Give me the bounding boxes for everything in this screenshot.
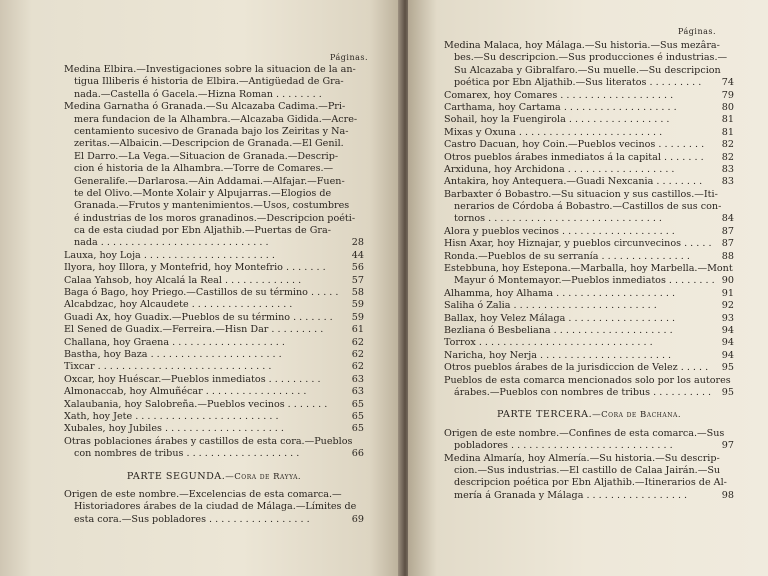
toc-page-number: 98 [721,489,734,501]
toc-line [64,312,364,324]
toc-entry-text: Arxiduna, hoy Archidona . . . . . . . . . . . . . . . . . . [444,163,675,175]
toc-line [444,176,734,188]
toc-page-number: 62 [351,348,364,360]
toc-entry-text: bes.—Su descripcion.—Sus producciones é industrias.— [454,52,728,64]
toc-line [64,200,364,212]
toc-entry-text: Alora y pueblos vecinos . . . . . . . . . . . . . . . . . . . [444,225,675,237]
toc-page-number: 28 [351,237,364,249]
toc-line [444,477,734,489]
toc-line [444,288,734,300]
toc-line [64,213,364,225]
toc-entry-text: Granada.—Frutos y mantenimientos.—Usos, costumbres [74,200,350,212]
toc-entry-text: Xubales, hoy Jubiles . . . . . . . . . . . . . . . . . . . . [64,423,284,435]
toc-line [64,126,364,138]
toc-line [64,324,364,336]
toc-entry-text: pobladores . . . . . . . . . . . . . . . . . . . . . . . . . . . [454,440,673,452]
toc-line [444,490,734,502]
toc-line [444,226,734,238]
toc-page-number: 92 [721,300,734,312]
toc-entry-text: Antakira, hoy Antequera.—Guadi Nexcania . . . . . . . . [444,176,703,188]
toc-line [444,325,734,337]
toc-line [444,238,734,250]
toc-line [444,300,734,312]
toc-entry-text: poética por Ebn Aljathib.—Sus literatos . . . . . . . . . [454,77,702,89]
toc-entry-text: Alcabdzac, hoy Alcaudete . . . . . . . . . . . . . . . . . [64,299,293,311]
toc-line [64,151,364,163]
toc-entry-text: Pueblos de esta comarca mencionados solo por los autores [444,374,731,386]
toc-page-number: 94 [721,349,734,361]
toc-line [444,201,734,213]
toc-line [64,399,364,411]
toc-page-number: 65 [351,423,364,435]
toc-entry-text: Castro Dacuan, hoy Coin.—Pueblos vecinos . . . . . . . . [444,139,705,151]
toc-line [64,225,364,237]
toc-line [444,350,734,362]
toc-entry-text: tigua Illiberis é historia de Elbira.—Antigüedad de Gra- [74,76,344,88]
toc-entry-text: El Sened de Guadix.—Ferreira.—Hisn Dar . . . . . . . . . [64,324,324,336]
toc-line [64,411,364,423]
toc-entry-text: centamiento sucesivo de Granada bajo los Zeiritas y Na- [74,125,349,137]
toc-line [64,349,364,361]
toc-line [444,465,734,477]
toc-page-number: 95 [721,362,734,374]
right-page [408,0,768,576]
toc-entry-text: Tixcar . . . . . . . . . . . . . . . . . . . . . . . . . . . . . [64,361,272,373]
toc-line [64,176,364,188]
toc-entry-text: Baga ó Bago, hoy Priego.—Castillos de su término . . . . . [64,287,339,299]
toc-line [64,436,364,448]
toc-entry-text: Hisn Axar, hoy Hiznajar, y pueblos circunvecinos . . . . . [444,238,712,250]
toc-entry-text: Alhamma, hoy Alhama . . . . . . . . . . . . . . . . . . . . [444,287,676,299]
toc-entry-text: esta cora.—Sus pobladores . . . . . . . . . . . . . . . . . [74,513,310,525]
toc-line [64,163,364,175]
section-part: PARTE TERCERA. [496,409,593,421]
toc-line [444,375,734,387]
toc-page-number: 69 [351,513,364,525]
toc-line [64,138,364,150]
toc-page-number: 88 [721,250,734,262]
toc-page-number: 82 [721,151,734,163]
toc-line [444,440,734,452]
toc-entry-text: Origen de este nombre.—Excelencias de esta comarca.— [64,488,342,500]
toc-entry-text: mera fundacion de la Alhambra.—Alcazaba Gidida.—Acre- [74,113,358,125]
toc-entry-text: nada . . . . . . . . . . . . . . . . . . . . . . . . . . . . [74,237,269,249]
toc-entry-text: descripcion poética por Ebn Aljathib.—Itinerarios de Al- [454,477,727,489]
toc-entry-text: nerarios de Córdoba á Bobastro.—Castillos de sus con- [454,201,722,213]
toc-page-number: 94 [721,337,734,349]
toc-entry-text: Ilyora, hoy Illora, y Montefrid, hoy Montefrio . . . . . . . [64,262,326,274]
toc-line [444,152,734,164]
toc-page-number: 84 [721,213,734,225]
toc-entry-text: mería á Granada y Málaga . . . . . . . . . . . . . . . . . [454,489,688,501]
toc-entry-text: cion é historia de la Alhambra.—Torre de Comares.— [74,163,334,175]
toc-line [64,64,364,76]
toc-entry-text: Otras poblaciones árabes y castillos de esta cora.—Pueblos [64,435,353,447]
toc-line [444,275,734,287]
toc-page-number: 81 [721,114,734,126]
toc-entry-text: Oxcar, hoy Huéscar.—Pueblos inmediatos . . . . . . . . . [64,373,321,385]
toc-page-number: 87 [721,238,734,250]
toc-page-number: 65 [351,410,364,422]
toc-line [64,386,364,398]
toc-entry-text: te del Olivo.—Monte Xolair y Alpujarras.—Elogios de [74,187,332,199]
toc-page-number: 81 [721,126,734,138]
toc-entry-text: Comarex, hoy Comares . . . . . . . . . . . . . . . . . . . [444,89,674,101]
toc-line [444,362,734,374]
toc-entry-text: El Darro.—La Vega.—Situacion de Granada.—Descrip- [74,150,339,162]
toc-entry-text: Ronda.—Pueblos de su serranía . . . . . . . . . . . . . . . [444,250,690,262]
toc-page-number: 66 [351,448,364,460]
toc-line [64,250,364,262]
left-page-header: Páginas. [330,53,369,62]
toc-entry-text: Otros pueblos árabes inmediatos á la capital . . . . . . . [444,151,704,163]
toc-entry-text: Historiadores árabes de la ciudad de Málaga.—Límites de [74,501,357,513]
toc-page-number: 62 [351,361,364,373]
toc-entry-text: Saliha ó Zalia . . . . . . . . . . . . . . . . . . . . . . . . [444,300,657,312]
toc-line [64,262,364,274]
toc-entry-text: Almonaccab, hoy Almuñécar . . . . . . . . . . . . . . . . . [64,386,307,398]
toc-entry-text: Mayur ó Montemayor.—Pueblos inmediatos . . . . . . . . [454,275,715,287]
toc-line [64,501,364,513]
toc-entry-text: Bastha, hoy Baza . . . . . . . . . . . . . . . . . . . . . . [64,348,282,360]
toc-page-number: 57 [351,274,364,286]
toc-page-number: 63 [351,373,364,385]
toc-page-number: 65 [351,398,364,410]
toc-entry-text: Generalife.—Darlarosa.—Ain Addamai.—Alfajar.—Fuen- [74,175,345,187]
toc-line [64,188,364,200]
toc-page-number: 95 [721,386,734,398]
toc-page-number: 74 [721,77,734,89]
toc-line [444,65,734,77]
toc-entry-text: nada.—Castella ó Gacela.—Hizna Roman . . . . . . . . [74,88,322,100]
toc-page-number: 59 [351,311,364,323]
toc-entry-text: tornos . . . . . . . . . . . . . . . . . . . . . . . . . . . . . [454,213,662,225]
toc-line [444,313,734,325]
section-heading [444,409,734,421]
toc-line [64,89,364,101]
toc-line [64,448,364,460]
toc-entry-text: zeritas.—Albaicin.—Descripcion de Granada.—El Genil. [74,138,344,150]
right-toc-list [444,40,734,502]
toc-entry-text: Calaa Yahsob, hoy Alcalá la Real . . . . . . . . . . . . . [64,274,302,286]
toc-entry-text: Carthama, hoy Cartama . . . . . . . . . . . . . . . . . . . [444,101,677,113]
toc-page-number: 97 [721,440,734,452]
toc-entry-text: Barbaxter ó Bobastro.—Su situacion y sus castillos.—Iti- [444,188,718,200]
toc-entry-text: Medina Almaría, hoy Almería.—Su historia.—Su descrip- [444,452,720,464]
toc-entry-text: árabes.—Pueblos con nombres de tribus . . . . . . . . . . [454,386,712,398]
toc-entry-text: Medina Garnatha ó Granada.—Su Alcazaba Cadima.—Pri- [64,101,346,113]
toc-line [64,489,364,501]
toc-line [444,52,734,64]
toc-line [64,287,364,299]
toc-entry-text: Origen de este nombre.—Confines de esta comarca.—Sus [444,427,725,439]
toc-entry-text: Mixas y Oxuna . . . . . . . . . . . . . . . . . . . . . . . . [444,126,663,138]
toc-page-number: 82 [721,139,734,151]
toc-page-number: 87 [721,225,734,237]
toc-entry-text: Medina Elbira.—Investigaciones sobre la situacion de la an- [64,64,356,75]
toc-page-number: 56 [351,262,364,274]
toc-page-number: 80 [721,101,734,113]
right-page-header: Páginas. [678,27,717,36]
section-part: PARTE SEGUNDA. [126,470,226,482]
toc-line [64,275,364,287]
toc-page-number: 59 [351,299,364,311]
toc-entry-text: Xalaubania, hoy Salobreña.—Pueblos vecinos . . . . . . . [64,398,328,410]
toc-entry-text: Bezliana ó Besbeliana . . . . . . . . . . . . . . . . . . . . [444,324,673,336]
toc-line [444,114,734,126]
toc-line [444,189,734,201]
toc-entry-text: Ballax, hoy Velez Málaga . . . . . . . . . . . . . . . . . . [444,312,676,324]
toc-entry-text: Lauxa, hoy Loja . . . . . . . . . . . . . . . . . . . . . . [64,249,275,261]
toc-line [64,237,364,249]
toc-line [64,514,364,526]
toc-line [64,361,364,373]
toc-page-number: 94 [721,324,734,336]
toc-page-number: 83 [721,163,734,175]
toc-line [444,337,734,349]
toc-entry-text: Naricha, hoy Nerja . . . . . . . . . . . . . . . . . . . . . . [444,349,672,361]
toc-entry-text: Su Alcazaba y Gibralfaro.—Su muelle.—Su descripcion [454,64,721,76]
toc-entry-text: Guadi Ax, hoy Guadix.—Pueblos de su término . . . . . . . [64,311,333,323]
toc-line [444,40,734,52]
toc-page-number: 44 [351,249,364,261]
section-title: —Cora de Bachana. [592,410,682,421]
toc-line [444,102,734,114]
toc-entry-text: con nombres de tribus . . . . . . . . . . . . . . . . . . . [74,448,300,460]
toc-line [64,101,364,113]
toc-line [444,127,734,139]
toc-line [444,90,734,102]
toc-page-number: 93 [721,312,734,324]
toc-entry-text: é industrias de los moros granadinos.—Descripcion poéti- [74,212,356,224]
toc-entry-text: Torrox . . . . . . . . . . . . . . . . . . . . . . . . . . . . . [444,337,653,349]
toc-line [444,453,734,465]
toc-page-number: 62 [351,336,364,348]
toc-line [64,114,364,126]
toc-line [444,213,734,225]
toc-line [64,337,364,349]
toc-page-number: 79 [721,89,734,101]
toc-page-number: 91 [721,287,734,299]
toc-page-number: 58 [351,287,364,299]
toc-entry-text: Otros pueblos árabes de la jurisdiccion de Velez . . . . . [444,362,709,374]
toc-line [444,164,734,176]
toc-page-number: 83 [721,176,734,188]
section-heading [64,471,364,483]
toc-line [444,387,734,399]
toc-line [64,299,364,311]
toc-entry-text: Xath, hoy Jete . . . . . . . . . . . . . . . . . . . . . . . . [64,410,279,422]
toc-line [64,374,364,386]
toc-entry-text: Sohail, hoy la Fuengirola . . . . . . . . . . . . . . . . . [444,114,670,126]
toc-entry-text: Estebbuna, hoy Estepona.—Marballa, hoy Marbella.—Mont [444,263,733,275]
left-toc-list [64,64,364,526]
toc-line [444,251,734,263]
toc-line [444,77,734,89]
toc-line [64,76,364,88]
toc-page-number: 90 [721,275,734,287]
toc-entry-text: cion.—Sus industrias.—El castillo de Calaa Jairán.—Su [454,464,721,476]
toc-entry-text: Medina Malaca, hoy Málaga.—Su historia.—Sus mezâra- [444,40,720,51]
toc-entry-text: ca de esta ciudad por Ebn Aljathib.—Puertas de Gra- [74,225,331,237]
section-title: —Cora de Rayya. [225,471,302,482]
toc-line [444,139,734,151]
toc-line [444,428,734,440]
toc-line [444,263,734,275]
toc-entry-text: Challana, hoy Graena . . . . . . . . . . . . . . . . . . . [64,336,285,348]
toc-page-number: 61 [351,324,364,336]
toc-line [64,423,364,435]
toc-page-number: 63 [351,386,364,398]
